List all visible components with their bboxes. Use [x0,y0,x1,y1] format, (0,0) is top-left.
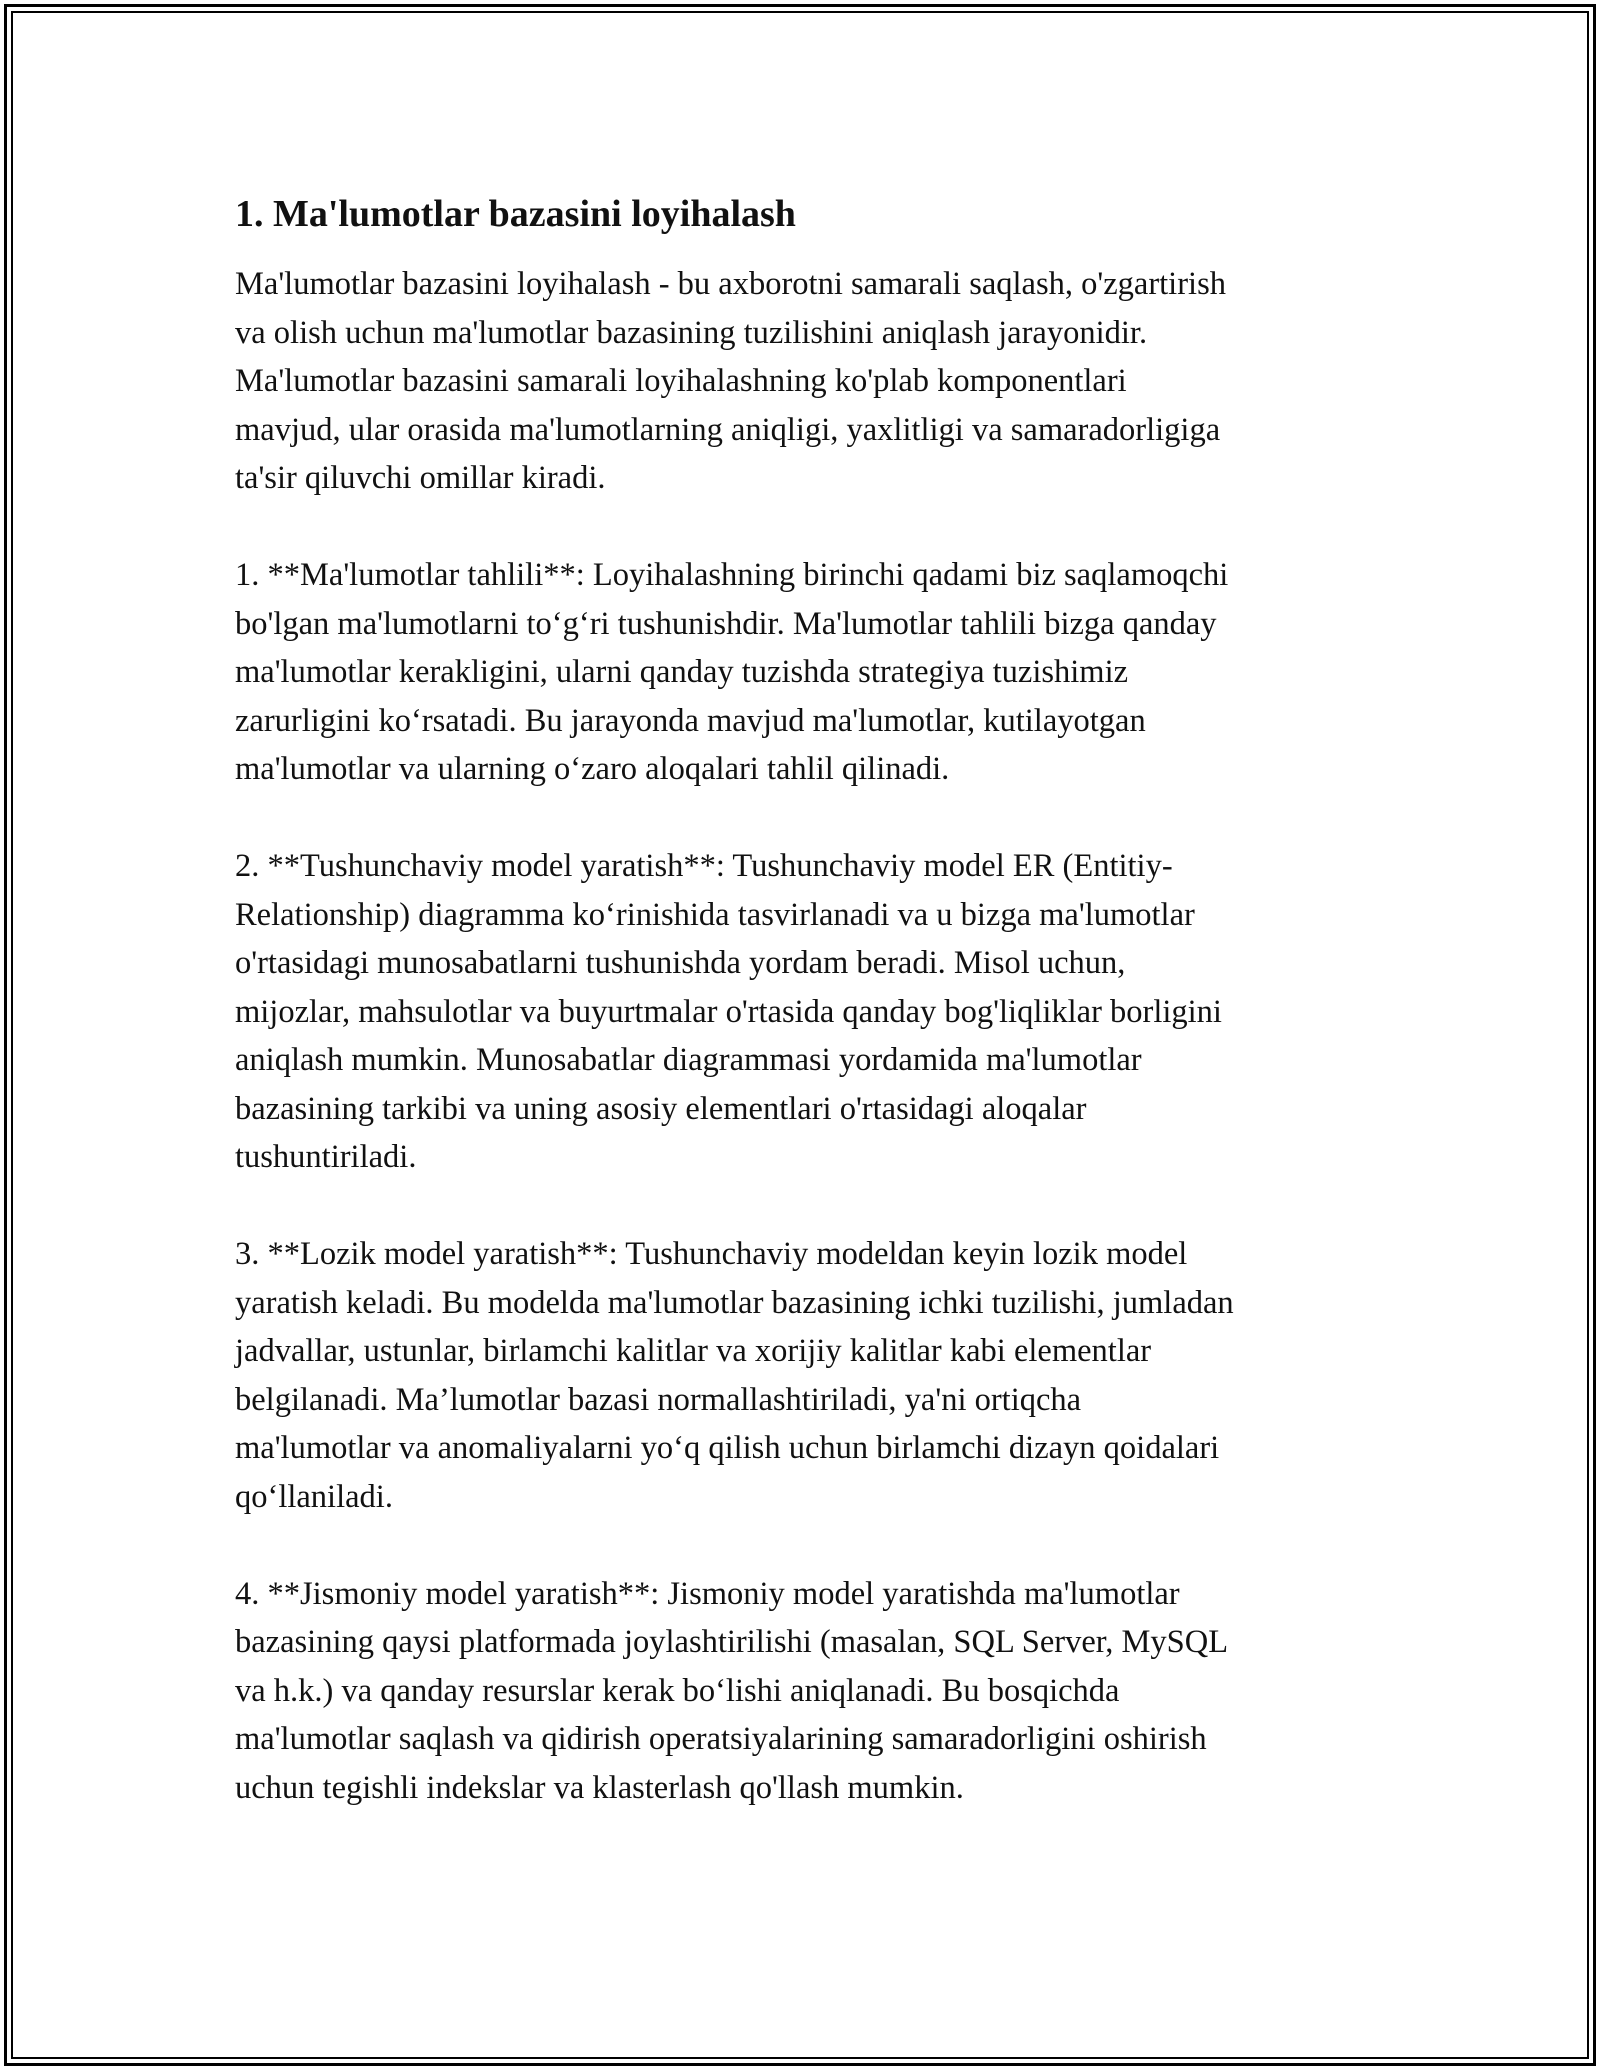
text-line: 4. **Jismoniy model yaratish**: Jismoniy model yaratishda ma'lumotlar [235,1575,1180,1612]
text-line: yaratish keladi. Bu modelda ma'lumotlar bazasining ichki tuzilishi, jumladan [235,1284,1234,1321]
text-line: ta'sir qiluvchi omillar kiradi. [235,460,606,496]
text-line: ma'lumotlar va ularning o‘zaro aloqalari tahlil qilinadi. [235,751,950,787]
text-line: bazasining qaysi platformada joylashtirilishi (masalan, SQL Server, MySQL [235,1624,1229,1660]
text-line: 1. **Ma'lumotlar tahlili**: Loyihalashning birinchi qadami biz saqlamoqchi [235,557,1229,593]
text-line: bo'lgan ma'lumotlarni to‘g‘ri tushunishdir. Ma'lumotlar tahlili bizga qanday [235,605,1217,642]
data-analysis-paragraph [235,551,1375,794]
text-line: va olish uchun ma'lumotlar bazasining tuzilishini aniqlash jarayonidir. [235,314,1148,351]
document-body [235,188,1375,1861]
text-line: ma'lumotlar kerakligini, ularni qanday tuzishda strategiya tuzishimiz [235,654,1129,690]
text-line: ma'lumotlar saqlash va qidirish operatsiyalarining samaradorligini oshirish [235,1721,1207,1757]
text-line: uchun tegishli indekslar va klasterlash qo'llash mumkin. [235,1769,964,1806]
text-line: 3. **Lozik model yaratish**: Tushunchaviy modeldan keyin lozik model [235,1236,1188,1272]
text-line: Ma'lumotlar bazasini samarali loyihalashning ko'plab komponentlari [235,363,1127,399]
section-heading: 1. Ma'lumotlar bazasini loyihalash [235,193,796,235]
text-line: va h.k.) va qanday resurslar kerak bo‘lishi aniqlanadi. Bu bosqichda [235,1672,1120,1709]
logical-model-paragraph [235,1230,1375,1521]
text-line: Relationship) diagramma ko‘rinishida tasvirlanadi va u bizga ma'lumotlar [235,896,1195,933]
text-line: mavjud, ular orasida ma'lumotlarning aniqligi, yaxlitligi va samaradorligiga [235,411,1221,448]
text-line: belgilanadi. Ma’lumotlar bazasi normallashtiriladi, ya'ni ortiqcha [235,1381,1082,1418]
conceptual-model-paragraph [235,842,1375,1182]
text-line: o'rtasidagi munosabatlarni tushunishda yordam beradi. Misol uchun, [235,945,1126,981]
text-line: Ma'lumotlar bazasini loyihalash - bu axborotni samarali saqlash, o'zgartirish [235,266,1226,302]
text-line: aniqlash mumkin. Munosabatlar diagrammasi yordamida ma'lumotlar [235,1042,1142,1078]
text-line: 2. **Tushunchaviy model yaratish**: Tushunchaviy model ER (Entitiy- [235,848,1173,884]
physical-model-paragraph [235,1570,1375,1813]
text-line: bazasining tarkibi va uning asosiy elementlari o'rtasidagi aloqalar [235,1090,1087,1127]
text-line: tushuntiriladi. [235,1139,417,1175]
text-line: qo‘llaniladi. [235,1478,393,1515]
intro-paragraph [235,260,1375,503]
text-line: mijozlar, mahsulotlar va buyurtmalar o'rtasida qanday bog'liqliklar borligini [235,993,1222,1030]
text-line: jadvallar, ustunlar, birlamchi kalitlar va xorijiy kalitlar kabi elementlar [235,1333,1152,1369]
text-line: zarurligini ko‘rsatadi. Bu jarayonda mavjud ma'lumotlar, kutilayotgan [235,702,1146,739]
text-line: ma'lumotlar va anomaliyalarni yo‘q qilish uchun birlamchi dizayn qoidalari [235,1430,1220,1466]
